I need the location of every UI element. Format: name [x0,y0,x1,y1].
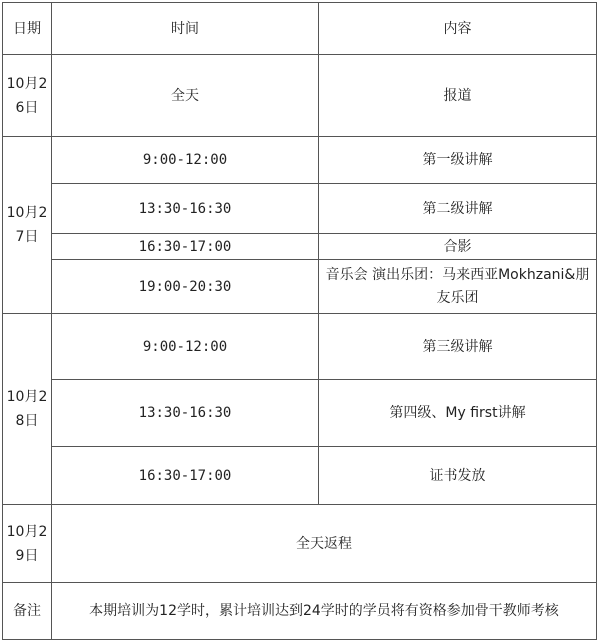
remark-text: 本期培训为12学时，累计培训达到24学时的学员将有资格参加骨干教师考核 [52,583,597,640]
time-cell: 16:30-17:00 [52,234,319,260]
table-row [3,260,597,314]
table-row [3,447,597,505]
table-row [3,314,597,380]
header-date: 日期 [3,3,52,55]
remark-label: 备注 [3,583,52,640]
header-time: 时间 [52,3,319,55]
content-cell: 报道 [319,55,597,137]
date-cell: 10月26日 [3,55,52,137]
content-cell: 合影 [319,234,597,260]
date-cell: 10月28日 [3,314,52,505]
remark-row [3,583,597,640]
header-row [3,3,597,55]
time-cell: 19:00-20:30 [52,260,319,314]
time-cell: 13:30-16:30 [52,380,319,447]
content-cell: 证书发放 [319,447,597,505]
content-cell: 第二级讲解 [319,184,597,234]
table-row [3,137,597,184]
date-cell: 10月29日 [3,505,52,583]
time-cell: 16:30-17:00 [52,447,319,505]
content-cell: 第一级讲解 [319,137,597,184]
schedule-table [2,2,597,640]
content-cell: 音乐会 演出乐团：马来西亚Mokhzani&朋友乐团 [319,260,597,314]
table-row [3,55,597,137]
content-cell: 第三级讲解 [319,314,597,380]
table-row [3,234,597,260]
table-row [3,505,597,583]
date-cell: 10月27日 [3,137,52,314]
time-cell: 9:00-12:00 [52,314,319,380]
table-row [3,184,597,234]
time-cell: 全天 [52,55,319,137]
time-cell: 13:30-16:30 [52,184,319,234]
header-content: 内容 [319,3,597,55]
content-cell: 全天返程 [52,505,597,583]
table-row [3,380,597,447]
content-cell: 第四级、My first讲解 [319,380,597,447]
time-cell: 9:00-12:00 [52,137,319,184]
